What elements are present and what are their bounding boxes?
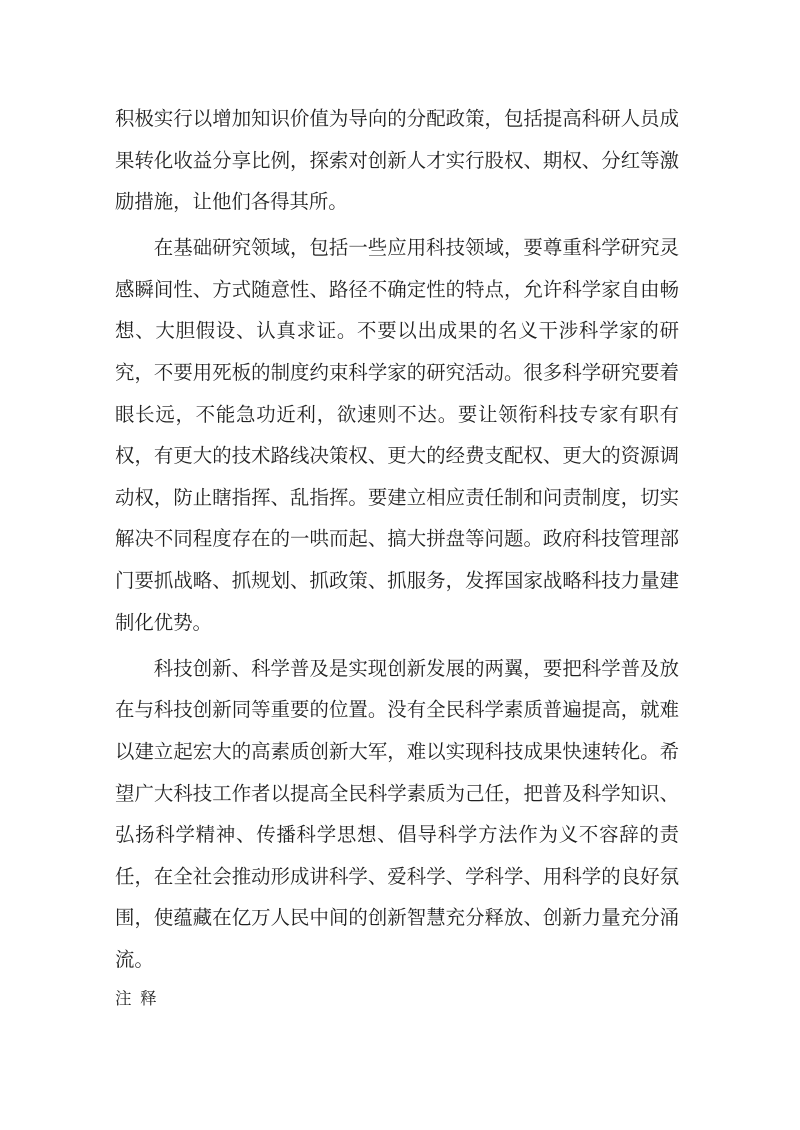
paragraph: 在基础研究领域，包括一些应用科技领域，要尊重科学研究灵感瞬间性、方式随意性、路径不确定性的特点，允许科学家自由畅想、大胆假设、认真求证。不要以出成果的名义干涉科学家的研究，不要用死板的制度约束科学家的研究活动。很多科学研究要着眼长远，不能急功近利，欲速则不达。要让领衔科技专家有职有权，有更大的技术路线决策权、更大的经费支配权、更大的资源调动权，防止瞎指挥、乱指挥。要建立相应责任制和问责制度，切实解决不同程度存在的一哄而起、搞大拼盘等问题。政府科技管理部门要抓战略、抓规划、抓政策、抓服务，发挥国家战略科技力量建制化优势。 [115,237,679,634]
paragraph: 积极实行以增加知识价值为导向的分配政策，包括提高科研人员成果转化收益分享比例，探索对创新人才实行股权、期权、分红等激励措施，让他们各得其所。 [115,108,679,214]
notes-section-heading: 注 释 [115,990,159,1009]
body-text [115,99,679,981]
paragraph: 科技创新、科学普及是实现创新发展的两翼，要把科学普及放在与科技创新同等重要的位置。没有全民科学素质普遍提高，就难以建立起宏大的高素质创新大军，难以实现科技成果快速转化。希望广大科技工作者以提高全民科学素质为己任，把普及科学知识、弘扬科学精神、传播科学思想、倡导科学方法作为义不容辞的责任，在全社会推动形成讲科学、爱科学、学科学、用科学的良好氛围，使蕴藏在亿万人民中间的创新智慧充分释放、创新力量充分涌流。 [115,657,679,971]
